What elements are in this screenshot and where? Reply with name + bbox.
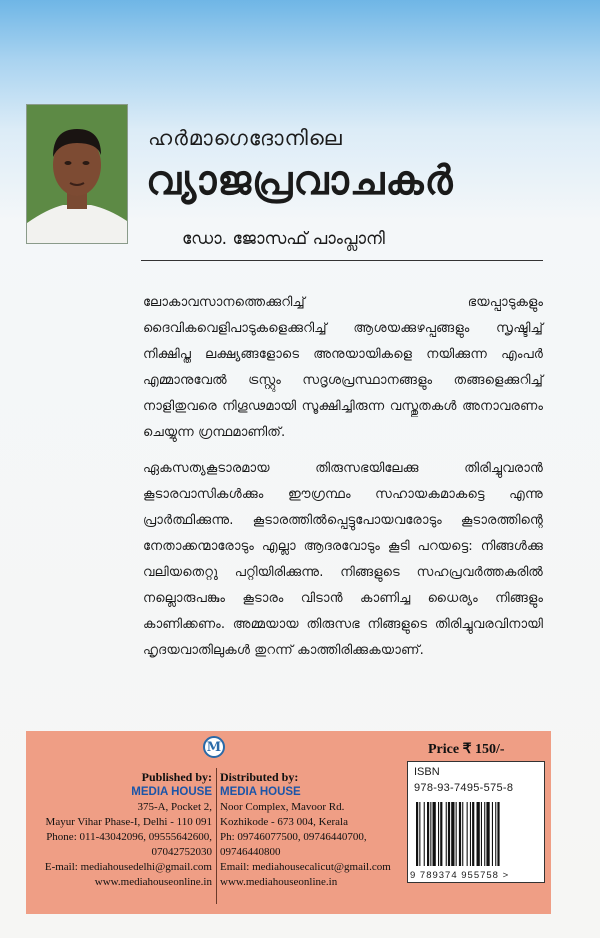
barcode-icon — [414, 802, 540, 868]
publisher-line: 07042752030 — [151, 846, 212, 858]
publisher-email: E-mail: mediahousedelhi@gmail.com — [44, 861, 212, 873]
price-label: Price ₹ 150/- — [428, 742, 505, 757]
book-subtitle: ഹർമാഗെദോനിലെ — [148, 126, 343, 150]
footer-divider — [216, 768, 217, 904]
divider — [141, 260, 543, 261]
isbn-box — [407, 761, 545, 883]
published-by-block — [34, 770, 212, 890]
publisher-line: 375-A, Pocket 2, — [137, 801, 212, 813]
distributed-by-block — [220, 770, 400, 890]
distributor-line: Ph: 09746077500, 09746440700, — [220, 831, 367, 843]
published-by-heading: Published by: — [141, 770, 212, 784]
media-house-logo-icon: M — [203, 736, 225, 758]
publisher-line: Mayur Vihar Phase-I, Delhi - 110 091 — [45, 816, 212, 828]
isbn-label: ISBN — [414, 766, 440, 778]
back-cover-blurb — [143, 290, 543, 674]
publisher-name: MEDIA HOUSE — [131, 786, 212, 798]
distributor-website: www.mediahouseonline.in — [220, 876, 338, 888]
publisher-line: Phone: 011-43042096, 09555642600, — [46, 831, 212, 843]
author-portrait-icon — [27, 105, 127, 243]
author-photo — [26, 104, 128, 244]
blurb-paragraph: ലോകാവസാനത്തെക്കുറിച്ച് ഭയപ്പാടുകളും ദൈവികവെളിപാടുകളെക്കുറിച്ച് ആശയക്കുഴപ്പങ്ങളും സൃഷ്ടിച്ച് നിക്ഷിപ്ത ലക്ഷ്യങ്ങളോടെ അനുയായികളെ നയിക്കുന്ന എംപർ എമ്മാനുവേൽ ട്രസ്റ്റും സദൃശപ്രസ്ഥാനങ്ങളും തങ്ങളെക്കുറിച്ച് നാളിതുവരെ നിഗൂഢമായി സൂക്ഷിച്ചിരുന്ന വസ്തുതകൾ അനാവരണം ചെയ്യുന്ന ഗ്രന്ഥമാണിത്. — [143, 295, 543, 440]
distributor-email: Email: mediahousecalicut@gmail.com — [220, 861, 391, 873]
blurb-paragraph: ഏകസത്യകൂടാരമായ തിരുസഭയിലേക്കു തിരിച്ചുവരാൻ കൂടാരവാസികൾക്കും ഈഗ്രന്ഥം സഹായകമാകട്ടെ എന്നു പ്രാർത്ഥിക്കുന്നു. കൂടാരത്തിൽപ്പെട്ടുപോയവരോടും കൂടാരത്തിന്റെ നേതാക്കന്മാരോടും എല്ലാ ആദരവോടും കൂടി പറയട്ടെ: നിങ്ങൾക്കു വലിയതെറ്റു പറ്റിയിരിക്കുന്നു. നിങ്ങളുടെ സഹപ്രവർത്തകരിൽ നല്ലൊരുപങ്കും കൂടാരം വിടാൻ കാണിച്ച ധൈര്യം നിങ്ങളും കാണിക്കണം. അമ്മയായ തിരുസഭ നിങ്ങളുടെ തിരിച്ചുവരവിനായി ഹൃദയവാതിലുകൾ തുറന്ന് കാത്തിരിക്കുകയാണ്. — [143, 461, 543, 658]
distributor-line: Noor Complex, Mavoor Rd. — [220, 801, 345, 813]
isbn-number: 978-93-7495-575-8 — [414, 782, 514, 794]
distributor-name: MEDIA HOUSE — [220, 786, 301, 798]
distributor-line: Kozhikode - 673 004, Kerala — [220, 816, 348, 828]
author-name: ഡോ. ജോസഫ് പാംപ്ലാനി — [182, 229, 385, 249]
publisher-website: www.mediahouseonline.in — [94, 876, 212, 888]
barcode-digits: 9 789374 955758 > — [410, 870, 510, 881]
book-title: വ്യാജപ്രവാചകർ — [146, 158, 454, 204]
distributed-by-heading: Distributed by: — [220, 770, 299, 784]
distributor-line: 09746440800 — [220, 846, 281, 858]
